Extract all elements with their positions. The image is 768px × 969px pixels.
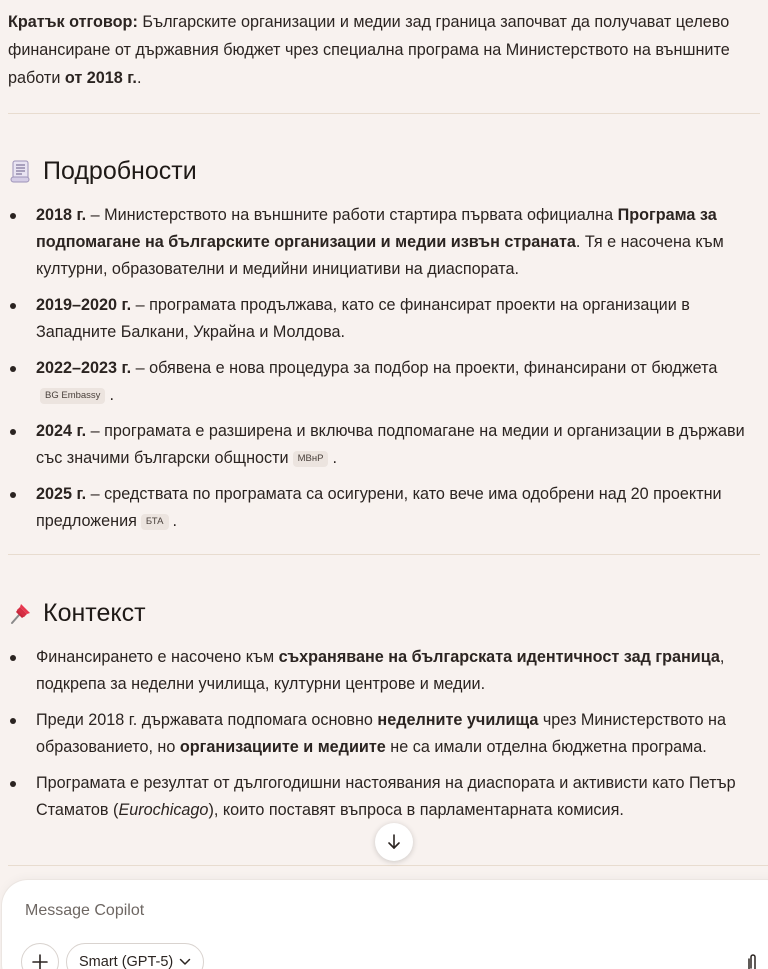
section-title: Контекст xyxy=(43,598,146,627)
section-heading-context xyxy=(8,594,760,632)
list-item: 2022–2023 г. – обявена е нова процедура за подбор на проекти, финансирани от бюджета BG Embassy . xyxy=(8,355,760,409)
plus-icon xyxy=(31,953,49,969)
list-item: 2025 г. – средствата по програмата са осигурени, като вече има одобрени над 20 проектни предложения БТА . xyxy=(8,481,760,535)
message-input[interactable] xyxy=(25,902,425,920)
arrow-down-icon xyxy=(386,833,402,851)
pushpin-icon xyxy=(8,600,34,626)
scroll-to-bottom-button[interactable] xyxy=(375,823,413,861)
divider xyxy=(8,113,760,114)
divider xyxy=(8,865,768,866)
divider xyxy=(8,554,760,555)
short-answer-label: Кратък отговор: xyxy=(8,13,138,31)
list-item: Финансирането е насочено към съхраняване на българската идентичност зад граница, подкрепа за неделни училища, културни центрове и медии. xyxy=(8,644,760,698)
scroll-icon xyxy=(8,158,34,184)
chevron-down-icon xyxy=(179,958,191,966)
attach-button[interactable] xyxy=(739,949,765,969)
short-answer: Кратък отговор: Българските организации и медии зад граница започват да получават целево финансиране от държавния бюджет чрез специална програма на Министерството на външните работи от 2018 г.. xyxy=(8,13,730,87)
list-item: 2019–2020 г. – програмата продължава, като се финансират проекти на организации в Западните Балкани, Украйна и Молдова. xyxy=(8,292,760,346)
model-label: Smart (GPT-5) xyxy=(79,954,174,969)
source-chip[interactable]: БТА xyxy=(141,514,169,530)
source-chip[interactable]: BG Embassy xyxy=(40,388,105,404)
details-list xyxy=(8,202,760,535)
context-list xyxy=(8,644,760,824)
message-composer xyxy=(2,880,768,969)
paperclip-icon xyxy=(745,953,759,969)
list-item: Програмата е резултат от дългогодишни настоявания на диаспората и активисти като Петър Стаматов (Eurochicago), които поставят въпроса в парламентарната комисия. xyxy=(8,770,760,824)
list-item: Преди 2018 г. държавата подпомага основно неделните училища чрез Министерството на образованието, но организациите и медиите не са имали отделна бюджетна програма. xyxy=(8,707,760,761)
list-item: 2024 г. – програмата е разширена и включва подпомагане на медии и организации в държави със значими български общности МВнР . xyxy=(8,418,760,472)
section-title: Подробности xyxy=(43,156,197,185)
model-selector[interactable] xyxy=(66,943,204,969)
list-item: 2018 г. – Министерството на външните работи стартира първата официална Програма за подпомагане на българските организации и медии извън страната. Тя е насочена към културни, образователни и медийни инициативи на диаспората. xyxy=(8,202,760,283)
section-heading-details xyxy=(8,152,760,190)
add-button[interactable] xyxy=(21,943,59,969)
source-chip[interactable]: МВнР xyxy=(293,451,329,467)
